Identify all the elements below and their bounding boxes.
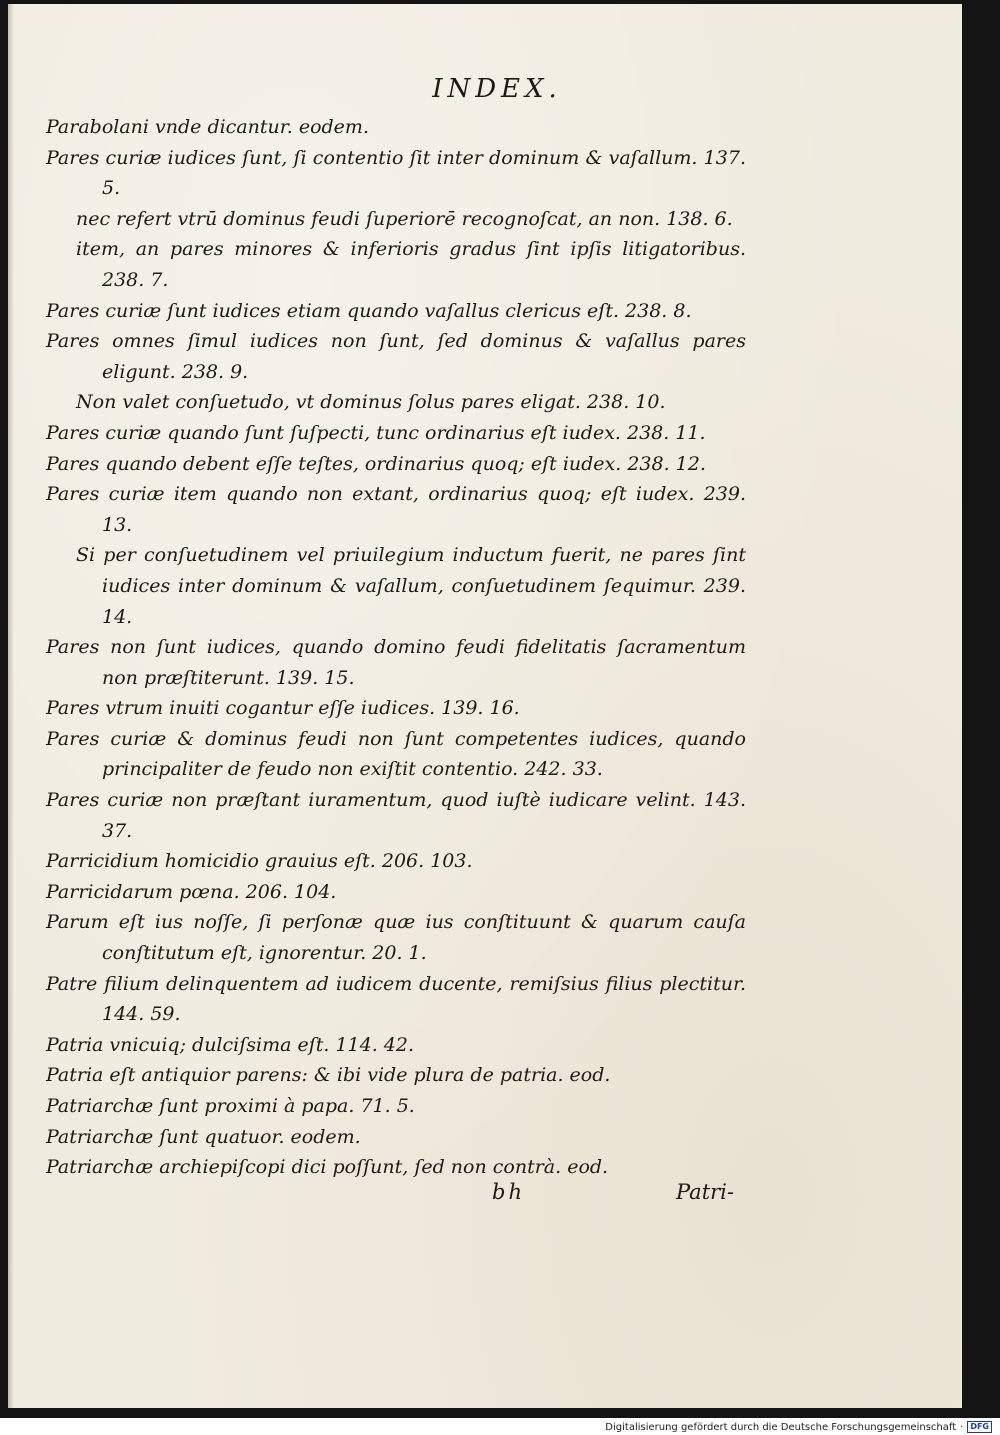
index-entry: Patria eſt antiquior parens: & ibi vide plura de patria. eod. — [46, 1064, 611, 1087]
index-subentry: Si per conſuetudinem vel priuilegium inductum fuerit, ne pares ſint iudices inter dominum & vaſallum, conſuetudinem ſequimur. 239. 14. — [76, 544, 746, 628]
catchword: Patri- — [676, 1180, 734, 1204]
index-entry: Patriarchæ ſunt quatuor. eodem. — [46, 1125, 361, 1148]
signature-mark: bh — [492, 1180, 525, 1204]
index-entries — [46, 112, 746, 1183]
index-entry: Pares curiæ iudices ſunt, ſi contentio ſit inter dominum & vaſallum. 137. 5. — [46, 146, 746, 200]
credit-separator: · — [960, 1421, 964, 1433]
index-entry: Parricidarum pœna. 206. 104. — [46, 880, 337, 903]
index-entry: Pares curiæ quando ſunt ſuſpecti, tunc ordinarius eſt iudex. 238. 11. — [46, 421, 706, 444]
index-entry: Pares omnes ſimul iudices non ſunt, ſed dominus & vaſallus pares eligunt. 238. 9. — [46, 330, 746, 383]
credit-text: Digitalisierung gefördert durch die Deutsche Forschungsgemeinschaft — [605, 1421, 957, 1433]
index-entry: Pares curiæ item quando non extant, ordinarius quoq; eſt iudex. 239. 13. — [46, 483, 746, 536]
index-entry: Patriarchæ archiepiſcopi dici poſſunt, ſed non contrà. eod. — [46, 1156, 609, 1179]
digitization-credit — [605, 1420, 992, 1434]
index-entry: Pares curiæ non præſtant iuramentum, quod iuſtè iudicare velint. 143. 37. — [46, 789, 746, 842]
index-entry: Pares vtrum inuiti cogantur eſſe iudices. 139. 16. — [46, 697, 520, 720]
index-entry: Patria vnicuiq; dulciſsima eſt. 114. 42. — [46, 1033, 415, 1056]
book-page — [8, 4, 962, 1408]
dfg-logo-icon: DFG — [967, 1421, 992, 1433]
index-entry: Parabolani vnde dicantur. eodem. — [46, 116, 369, 138]
page-edge-shadow — [8, 4, 14, 1408]
page-header: INDEX. — [432, 74, 562, 104]
index-entry: Parricidium homicidio grauius eſt. 206. 103. — [46, 850, 473, 873]
index-entry: Pares non ſunt iudices, quando domino feudi fidelitatis ſacramentum non præſtiterunt. 139. 15. — [46, 636, 746, 689]
index-entry: Patre filium delinquentem ad iudicem ducente, remiſsius filius plectitur. 144. 59. — [46, 972, 746, 1026]
index-entry: Pares quando debent eſſe teſtes, ordinarius quoq; eſt iudex. 238. 12. — [46, 452, 706, 475]
index-entry: Pares curiæ ſunt iudices etiam quando vaſallus clericus eſt. 238. 8. — [46, 299, 692, 322]
index-entry: Parum eſt ius noſſe, ſi perſonæ quæ ius conſtituunt & quarum cauſa conſtitutum eſt, ignorentur. 20. 1. — [46, 911, 746, 965]
index-entry: Patriarchæ ſunt proximi à papa. 71. 5. — [46, 1095, 415, 1117]
index-subentry: item, an pares minores & inferioris gradus ſint ipſis litigatoribus. 238. 7. — [76, 238, 746, 291]
index-entry: Pares curiæ & dominus feudi non ſunt competentes iudices, quando principaliter de feudo non exiſtit contentio. 242. 33. — [46, 727, 746, 781]
index-subentry: Non valet conſuetudo, vt dominus ſolus pares eligat. 238. 10. — [76, 391, 666, 414]
index-subentry: nec refert vtrū dominus feudi ſuperiorē recognoſcat, an non. 138. 6. — [76, 207, 733, 230]
